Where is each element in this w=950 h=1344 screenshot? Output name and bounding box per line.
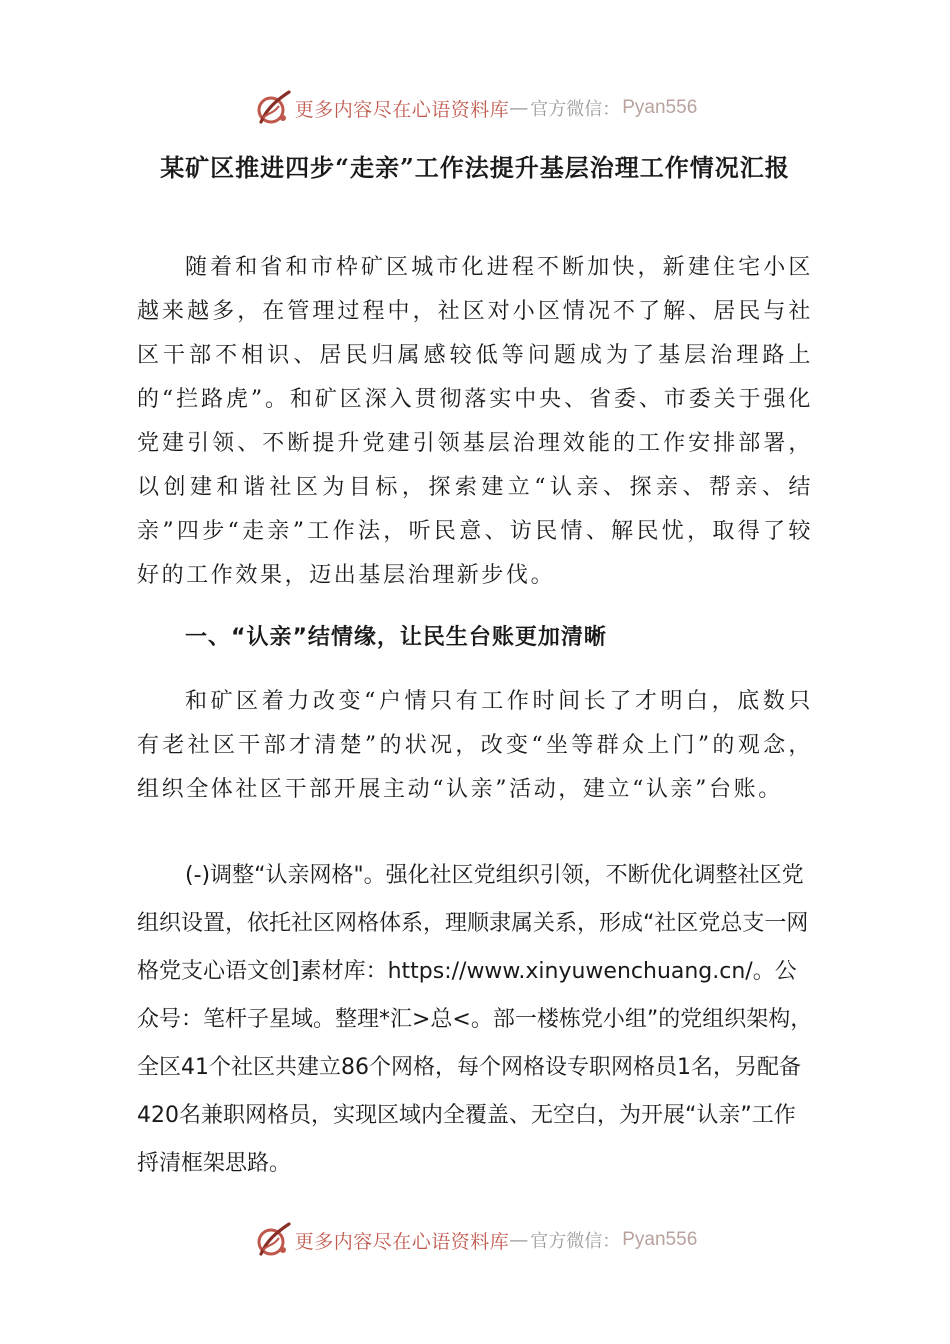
watermark-banner-bottom — [0, 1218, 950, 1262]
subsection1-paragraph: (-)调整“认亲网格"。强化社区党组织引领，不断优化调整社区党组织设置，依托社区网格体系，理顺隶属关系，形成“社区党总支一网格党支心语文创]素材库：https://www.xinyuwenchuang.cn/。公众号：笔杆子星域。整理*汇>总<。部一楼栋党小组”的党组织架构，全区41个社区共建立86个网格，每个网格设专职网格员1名，另配备420名兼职网格员，实现区域内全覆盖、无空白，为开展“认亲”工作捋清框架思路。 — [137, 863, 813, 1176]
brush-logo-icon — [253, 1220, 293, 1260]
watermark-banner-top — [0, 86, 950, 130]
document-title: 某矿区推进四步“走亲”工作法提升基层治理工作情况汇报 — [160, 153, 790, 182]
watermark-separator: — — [509, 1229, 529, 1251]
watermark-wechat-id: Pyan556 — [622, 1229, 698, 1250]
watermark-wechat-label: 官方微信： — [530, 99, 621, 120]
watermark-text: 更多内容尽在心语资料库 — [294, 98, 510, 121]
intro-paragraph: 随着和省和市枠矿区城市化进程不断加快，新建住宅小区越来越多，在管理过程中，社区对小区情况不了解、居民与社区干部不相识、居民归属感较低等问题成为了基层治理路上的“拦路虎”。和矿区深入贯彻落实中央、省委、市委关于强化党建引领、不断提升党建引领基层治理效能的工作安排部署，以创建和谐社区为目标，探索建立“认亲、探亲、帮亲、结亲”四步“走亲”工作法，听民意、访民情、解民忧，取得了较好的工作效果，迈出基层治理新步伐。 — [137, 255, 813, 588]
watermark-wechat-id: Pyan556 — [622, 97, 698, 118]
section1-paragraph: 和矿区着力改变“户情只有工作时间长了才明白，底数只有老社区干部才清楚”的状况，改变“坐等群众上门”的观念，组织全体社区干部开展主动“认亲”活动，建立“认亲”台账。 — [137, 689, 813, 802]
watermark-separator: — — [509, 97, 529, 119]
brush-logo-icon — [253, 88, 293, 128]
section-heading-1: 一、“认亲”结情缘，让民生台账更加清晰 — [185, 625, 607, 650]
watermark-wechat-label: 官方微信： — [530, 1231, 621, 1252]
watermark-text: 更多内容尽在心语资料库 — [294, 1230, 510, 1253]
